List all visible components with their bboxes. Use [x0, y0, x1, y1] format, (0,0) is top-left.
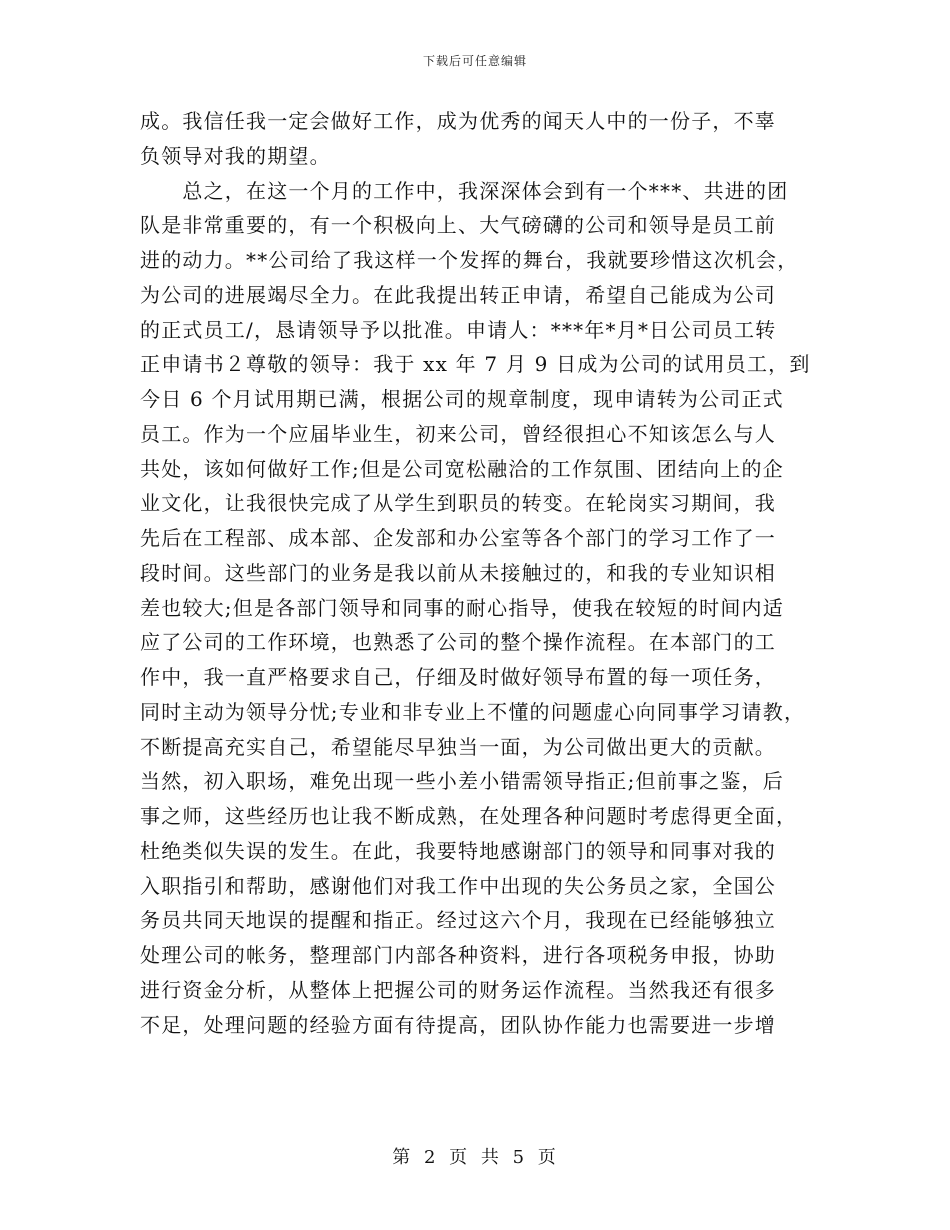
body-line: 当然，初入职场，难免出现一些小差小错需领导指正;但前事之鉴，后	[140, 769, 784, 794]
body-line: 今日 6 个月试用期已满，根据公司的规章制度，现申请转为公司正式	[140, 387, 784, 411]
body-line: 作中，我一直严格要求自己，仔细及时做好领导布置的每一项任务，	[140, 665, 776, 689]
body-line: 入职指引和帮助，感谢他们对我工作中出现的失公务员之家，全国公	[140, 873, 776, 898]
body-line: 员工。作为一个应届毕业生，初来公司，曾经很担心不知该怎么与人	[140, 421, 776, 446]
body-line: 不断提高充实自己，希望能尽早独当一面，为公司做出更大的贡献。	[140, 734, 776, 759]
body-line: 负领导对我的期望。	[140, 143, 331, 168]
body-line: 进行资金分析，从整体上把握公司的财务运作流程。当然我还有很多	[140, 977, 776, 1002]
body-line: 进的动力。**公司给了我这样一个发挥的舞台，我就要珍惜这次机会，	[140, 248, 799, 272]
body-line: 事之师，这些经历也让我不断成熟，在处理各种问题时考虑得更全面，	[140, 804, 798, 828]
body-line: 成。我信任我一定会做好工作，成为优秀的闻天人中的一份子，不辜	[140, 109, 776, 133]
body-line: 应了公司的工作环境，也熟悉了公司的整个操作流程。在本部门的工	[140, 630, 776, 655]
body-line: 共处，该如何做好工作;但是公司宽松融洽的工作氛围、团结向上的企	[140, 456, 784, 481]
body-line: 业文化，让我很快完成了从学生到职员的转变。在轮岗实习期间，我	[140, 491, 776, 516]
body-line: 为公司的进展竭尽全力。在此我提出转正申请，希望自己能成为公司	[140, 282, 776, 307]
body-line: 杜绝类似失误的发生。在此，我要特地感谢部门的领导和同事对我的	[140, 838, 776, 863]
body-line: 段时间。这些部门的业务是我以前从未接触过的，和我的专业知识相	[140, 560, 776, 585]
body-line: 队是非常重要的，有一个积极向上、大气磅礴的公司和领导是员工前	[140, 213, 776, 238]
body-line: 务员共同天地误的提醒和指正。经过这六个月，我现在已经能够独立	[140, 908, 776, 933]
body-line: 差也较大;但是各部门领导和同事的耐心指导，使我在较短的时间内适	[140, 595, 784, 620]
body-line: 处理公司的帐务，整理部门内部各种资料，进行各项税务申报，协助	[140, 943, 776, 967]
page-header: 下载后可任意编辑	[422, 54, 527, 68]
body-line: 的正式员工/，恳请领导予以批准。申请人：***年*月*日公司员工转	[140, 317, 777, 342]
page-number-footer: 第 2 页 共 5 页	[392, 1147, 558, 1168]
body-line: 总之，在这一个月的工作中，我深深体会到有一个***、共进的团	[140, 178, 789, 203]
document-body	[140, 104, 820, 1042]
body-line: 同时主动为领导分忧;专业和非专业上不懂的问题虚心向同事学习请教，	[140, 699, 806, 724]
body-line: 先后在工程部、成本部、企发部和办公室等各个部门的学习工作了一	[140, 526, 776, 550]
body-line: 正申请书２尊敬的领导：我于 xx 年 7 月 9 日成为公司的试用员工，到	[140, 352, 811, 377]
body-line: 不足，处理问题的经验方面有待提高，团队协作能力也需要进一步增	[140, 1012, 776, 1037]
